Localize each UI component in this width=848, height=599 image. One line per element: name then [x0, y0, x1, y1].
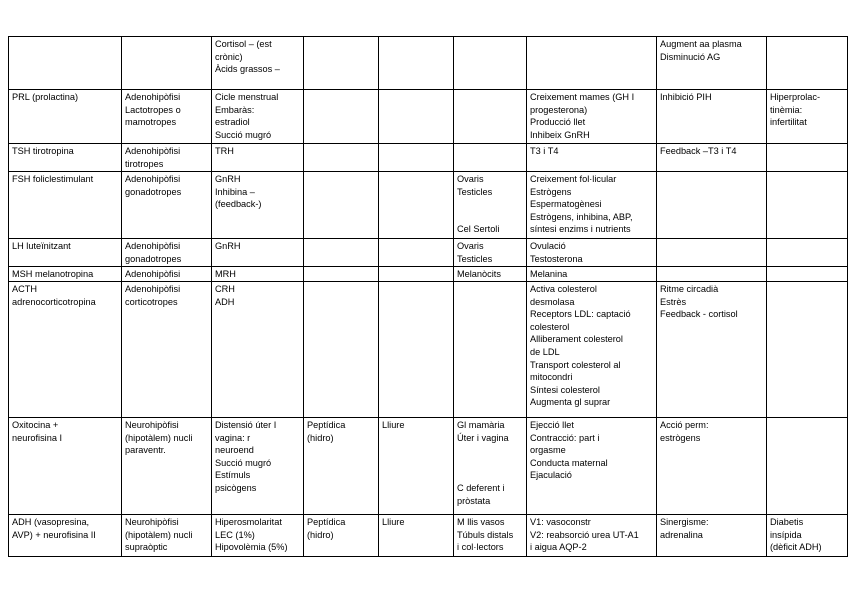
cell-origin	[122, 172, 212, 239]
cell-line: GnRH	[215, 241, 241, 251]
cell-pathology	[767, 37, 848, 90]
cell-regulation	[657, 172, 767, 239]
cell-line: Estímuls	[215, 470, 251, 481]
table-row	[9, 37, 848, 90]
cell-line: gonadotropes	[125, 186, 182, 197]
cell-stimulus	[212, 282, 304, 418]
cell-line: Melanina	[530, 269, 568, 279]
cell-line: Cel Sertoli	[457, 224, 500, 235]
cell-line: Augment aa plasma	[660, 39, 742, 49]
cell-line: Succió mugró	[215, 129, 272, 140]
cell-line: Melanòcits	[457, 269, 501, 279]
cell-line: Hipovolèmia (5%)	[215, 542, 288, 553]
cell-target	[454, 37, 527, 90]
cell-effect	[527, 37, 657, 90]
cell-origin	[122, 515, 212, 557]
cell-target	[454, 172, 527, 239]
cell-line: T3 i T4	[530, 146, 559, 156]
cell-origin	[122, 144, 212, 172]
cell-line: (hipotàlem) nucli	[125, 529, 193, 540]
cell-chemistry	[304, 267, 379, 282]
cell-transport	[379, 239, 454, 267]
cell-chemistry	[304, 515, 379, 557]
cell-line: Transport colesterol al	[530, 359, 621, 370]
cell-line: ACTH	[12, 284, 38, 294]
cell-effect	[527, 418, 657, 515]
cell-line: Gl mamària	[457, 420, 505, 430]
cell-line: CRH	[215, 284, 235, 294]
cell-pathology	[767, 267, 848, 282]
cell-line: crònic)	[215, 51, 243, 62]
cell-stimulus	[212, 239, 304, 267]
cell-regulation	[657, 282, 767, 418]
table-row	[9, 515, 848, 557]
cell-line: Espermatogènesi	[530, 199, 602, 210]
cell-line: neurofisina I	[12, 432, 63, 443]
cell-line: pròstata	[457, 495, 491, 506]
cell-hormone	[9, 515, 122, 557]
cell-line: Oxitocina +	[12, 420, 59, 430]
cell-transport	[379, 172, 454, 239]
cell-origin	[122, 418, 212, 515]
cell-effect	[527, 515, 657, 557]
cell-line: V2: reabsorció urea UT-A1	[530, 529, 639, 540]
cell-line: Activa colesterol	[530, 284, 597, 294]
cell-line: Estrògens, inhibina, ABP,	[530, 211, 633, 222]
cell-line: (hipotàlem) nucli	[125, 432, 193, 443]
cell-line: Succió mugró	[215, 457, 272, 468]
cell-target	[454, 90, 527, 144]
cell-line: Ovaris	[457, 241, 484, 251]
cell-stimulus	[212, 144, 304, 172]
cell-line: Peptídica	[307, 517, 346, 527]
cell-line: Feedback –T3 i T4	[660, 146, 737, 156]
cell-effect	[527, 282, 657, 418]
cell-stimulus	[212, 418, 304, 515]
cell-stimulus	[212, 172, 304, 239]
cell-line: Adenohipòfisi	[125, 284, 181, 294]
cell-line: Producció llet	[530, 117, 586, 128]
cell-line: Contracció: part i	[530, 432, 600, 443]
cell-pathology	[767, 239, 848, 267]
cell-line: FSH foliclestimulant	[12, 174, 94, 184]
cell-transport	[379, 37, 454, 90]
table-row	[9, 172, 848, 239]
cell-line: (hidro)	[307, 432, 334, 443]
cell-stimulus	[212, 90, 304, 144]
cell-origin	[122, 267, 212, 282]
cell-line: LH luteïnitzant	[12, 241, 71, 251]
cell-line: mamotropes	[125, 117, 177, 128]
cell-line: Ovulació	[530, 241, 566, 251]
cell-effect	[527, 267, 657, 282]
table-row	[9, 90, 848, 144]
cell-line: Receptors LDL: captació	[530, 309, 631, 320]
cell-line: supraòptic	[125, 542, 168, 553]
cell-line: Àcids grassos –	[215, 64, 280, 75]
cell-hormone	[9, 172, 122, 239]
cell-line: Ejaculació	[530, 470, 572, 481]
cell-line: Alliberament colesterol	[530, 334, 623, 345]
cell-line: Inhibina –	[215, 186, 255, 197]
cell-chemistry	[304, 239, 379, 267]
cell-hormone	[9, 90, 122, 144]
cell-line: corticotropes	[125, 296, 178, 307]
cell-line: síntesi enzims i nutrients	[530, 224, 631, 235]
cell-pathology	[767, 282, 848, 418]
cell-regulation	[657, 37, 767, 90]
cell-line: Testicles	[457, 186, 493, 197]
cell-line: Túbuls distals	[457, 529, 514, 540]
cell-line: LEC (1%)	[215, 529, 255, 540]
cell-line: paraventr.	[125, 445, 166, 456]
cell-line: Feedback - cortisol	[660, 309, 738, 320]
cell-line: i aigua AQP-2	[530, 542, 587, 553]
cell-line: estradiol	[215, 117, 250, 128]
cell-transport	[379, 267, 454, 282]
cell-line: tirotropes	[125, 158, 164, 169]
cell-line: de LDL	[530, 346, 560, 357]
cell-effect	[527, 239, 657, 267]
cell-line: Estrògens	[530, 186, 572, 197]
cell-regulation	[657, 144, 767, 172]
cell-line: Cortisol – (est	[215, 39, 272, 49]
cell-target	[454, 515, 527, 557]
cell-line: (hidro)	[307, 529, 334, 540]
cell-line: Distensió úter I	[215, 420, 277, 430]
cell-line: adrenocorticotropina	[12, 296, 96, 307]
cell-transport	[379, 144, 454, 172]
cell-regulation	[657, 239, 767, 267]
cell-line: Sinergisme:	[660, 517, 709, 527]
cell-line: insípida	[770, 529, 802, 540]
cell-line: Testicles	[457, 253, 493, 264]
cell-hormone	[9, 239, 122, 267]
cell-line: Inhibició PIH	[660, 92, 712, 102]
cell-line: Acció perm:	[660, 420, 709, 430]
cell-pathology	[767, 90, 848, 144]
cell-pathology	[767, 515, 848, 557]
cell-line: TSH tirotropina	[12, 146, 74, 156]
cell-line: Ejecció llet	[530, 420, 574, 430]
cell-line: vagina: r	[215, 432, 251, 443]
cell-line: gonadotropes	[125, 253, 182, 264]
cell-line: Diabetis	[770, 517, 804, 527]
cell-line: Neurohipòfisi	[125, 420, 179, 430]
cell-pathology	[767, 172, 848, 239]
cell-origin	[122, 37, 212, 90]
cell-stimulus	[212, 515, 304, 557]
cell-line: Adenohipòfisi	[125, 92, 181, 102]
cell-line: Hiperprolac-	[770, 92, 821, 102]
cell-line: Ovaris	[457, 174, 484, 184]
cell-origin	[122, 90, 212, 144]
cell-regulation	[657, 90, 767, 144]
cell-line: MSH melanotropina	[12, 269, 94, 279]
cell-line: Conducta maternal	[530, 457, 608, 468]
table-row	[9, 239, 848, 267]
cell-origin	[122, 239, 212, 267]
cell-line: (feedback-)	[215, 199, 262, 210]
cell-line: Adenohipòfisi	[125, 269, 181, 279]
cell-line: psicògens	[215, 482, 257, 493]
cell-hormone	[9, 37, 122, 90]
cell-line: neuroend	[215, 445, 254, 456]
cell-target	[454, 144, 527, 172]
cell-target	[454, 267, 527, 282]
cell-transport	[379, 90, 454, 144]
cell-line: Creixement fol·licular	[530, 174, 617, 184]
cell-line: Inhibeix GnRH	[530, 129, 590, 140]
cell-chemistry	[304, 90, 379, 144]
cell-line: tinèmia:	[770, 104, 803, 115]
cell-line: orgasme	[530, 445, 566, 456]
cell-regulation	[657, 515, 767, 557]
cell-line: mitocondri	[530, 372, 573, 383]
cell-line: PRL (prolactina)	[12, 92, 79, 102]
cell-line: Lliure	[382, 517, 405, 527]
table-row	[9, 282, 848, 418]
cell-effect	[527, 172, 657, 239]
cell-effect	[527, 90, 657, 144]
cell-line: progesterona)	[530, 104, 588, 115]
cell-line: Lliure	[382, 420, 405, 430]
cell-line: Embaràs:	[215, 104, 255, 115]
cell-line: Úter i vagina	[457, 432, 509, 443]
cell-hormone	[9, 144, 122, 172]
cell-origin	[122, 282, 212, 418]
cell-chemistry	[304, 37, 379, 90]
table-row	[9, 418, 848, 515]
table-row	[9, 267, 848, 282]
cell-stimulus	[212, 267, 304, 282]
cell-line: AVP) + neurofisina II	[12, 529, 96, 540]
cell-line: Estrès	[660, 296, 687, 307]
cell-line: Ritme circadià	[660, 284, 719, 294]
cell-line: ADH	[215, 296, 235, 307]
cell-transport	[379, 515, 454, 557]
cell-line: estrògens	[660, 432, 701, 443]
cell-line: Adenohipòfisi	[125, 146, 181, 156]
cell-line: MRH	[215, 269, 236, 279]
cell-chemistry	[304, 418, 379, 515]
cell-line: C deferent i	[457, 482, 505, 493]
cell-target	[454, 239, 527, 267]
cell-pathology	[767, 418, 848, 515]
cell-line: infertilitat	[770, 117, 807, 128]
cell-line: Adenohipòfisi	[125, 174, 181, 184]
cell-line: desmolasa	[530, 296, 575, 307]
cell-line: Adenohipòfisi	[125, 241, 181, 251]
cell-chemistry	[304, 144, 379, 172]
cell-hormone	[9, 267, 122, 282]
cell-target	[454, 282, 527, 418]
cell-regulation	[657, 418, 767, 515]
cell-line: Hiperosmolaritat	[215, 517, 282, 527]
cell-line: Testosterona	[530, 253, 583, 264]
cell-line: TRH	[215, 146, 234, 156]
cell-line: V1: vasoconstr	[530, 517, 591, 527]
cell-line: Neurohipòfisi	[125, 517, 179, 527]
cell-line: Síntesi colesterol	[530, 384, 600, 395]
cell-regulation	[657, 267, 767, 282]
cell-line: ADH (vasopresina,	[12, 517, 90, 527]
cell-target	[454, 418, 527, 515]
cell-line: colesterol	[530, 321, 570, 332]
cell-pathology	[767, 144, 848, 172]
cell-line: adrenalina	[660, 529, 703, 540]
cell-line: Augmenta gl suprar	[530, 397, 611, 408]
cell-line: Peptídica	[307, 420, 346, 430]
hormone-table	[8, 36, 848, 557]
cell-line: GnRH	[215, 174, 241, 184]
cell-line: M llis vasos	[457, 517, 505, 527]
cell-line: Lactotropes o	[125, 104, 181, 115]
cell-stimulus	[212, 37, 304, 90]
cell-chemistry	[304, 172, 379, 239]
cell-line: i col·lectors	[457, 542, 504, 553]
cell-line: Creixement mames (GH I	[530, 92, 635, 102]
cell-transport	[379, 282, 454, 418]
cell-hormone	[9, 282, 122, 418]
cell-line: Cicle menstrual	[215, 92, 279, 102]
table-row	[9, 144, 848, 172]
table-body	[9, 37, 848, 557]
cell-line: Disminució AG	[660, 51, 721, 62]
cell-line: (dèficit ADH)	[770, 542, 822, 553]
cell-transport	[379, 418, 454, 515]
cell-hormone	[9, 418, 122, 515]
cell-chemistry	[304, 282, 379, 418]
cell-effect	[527, 144, 657, 172]
